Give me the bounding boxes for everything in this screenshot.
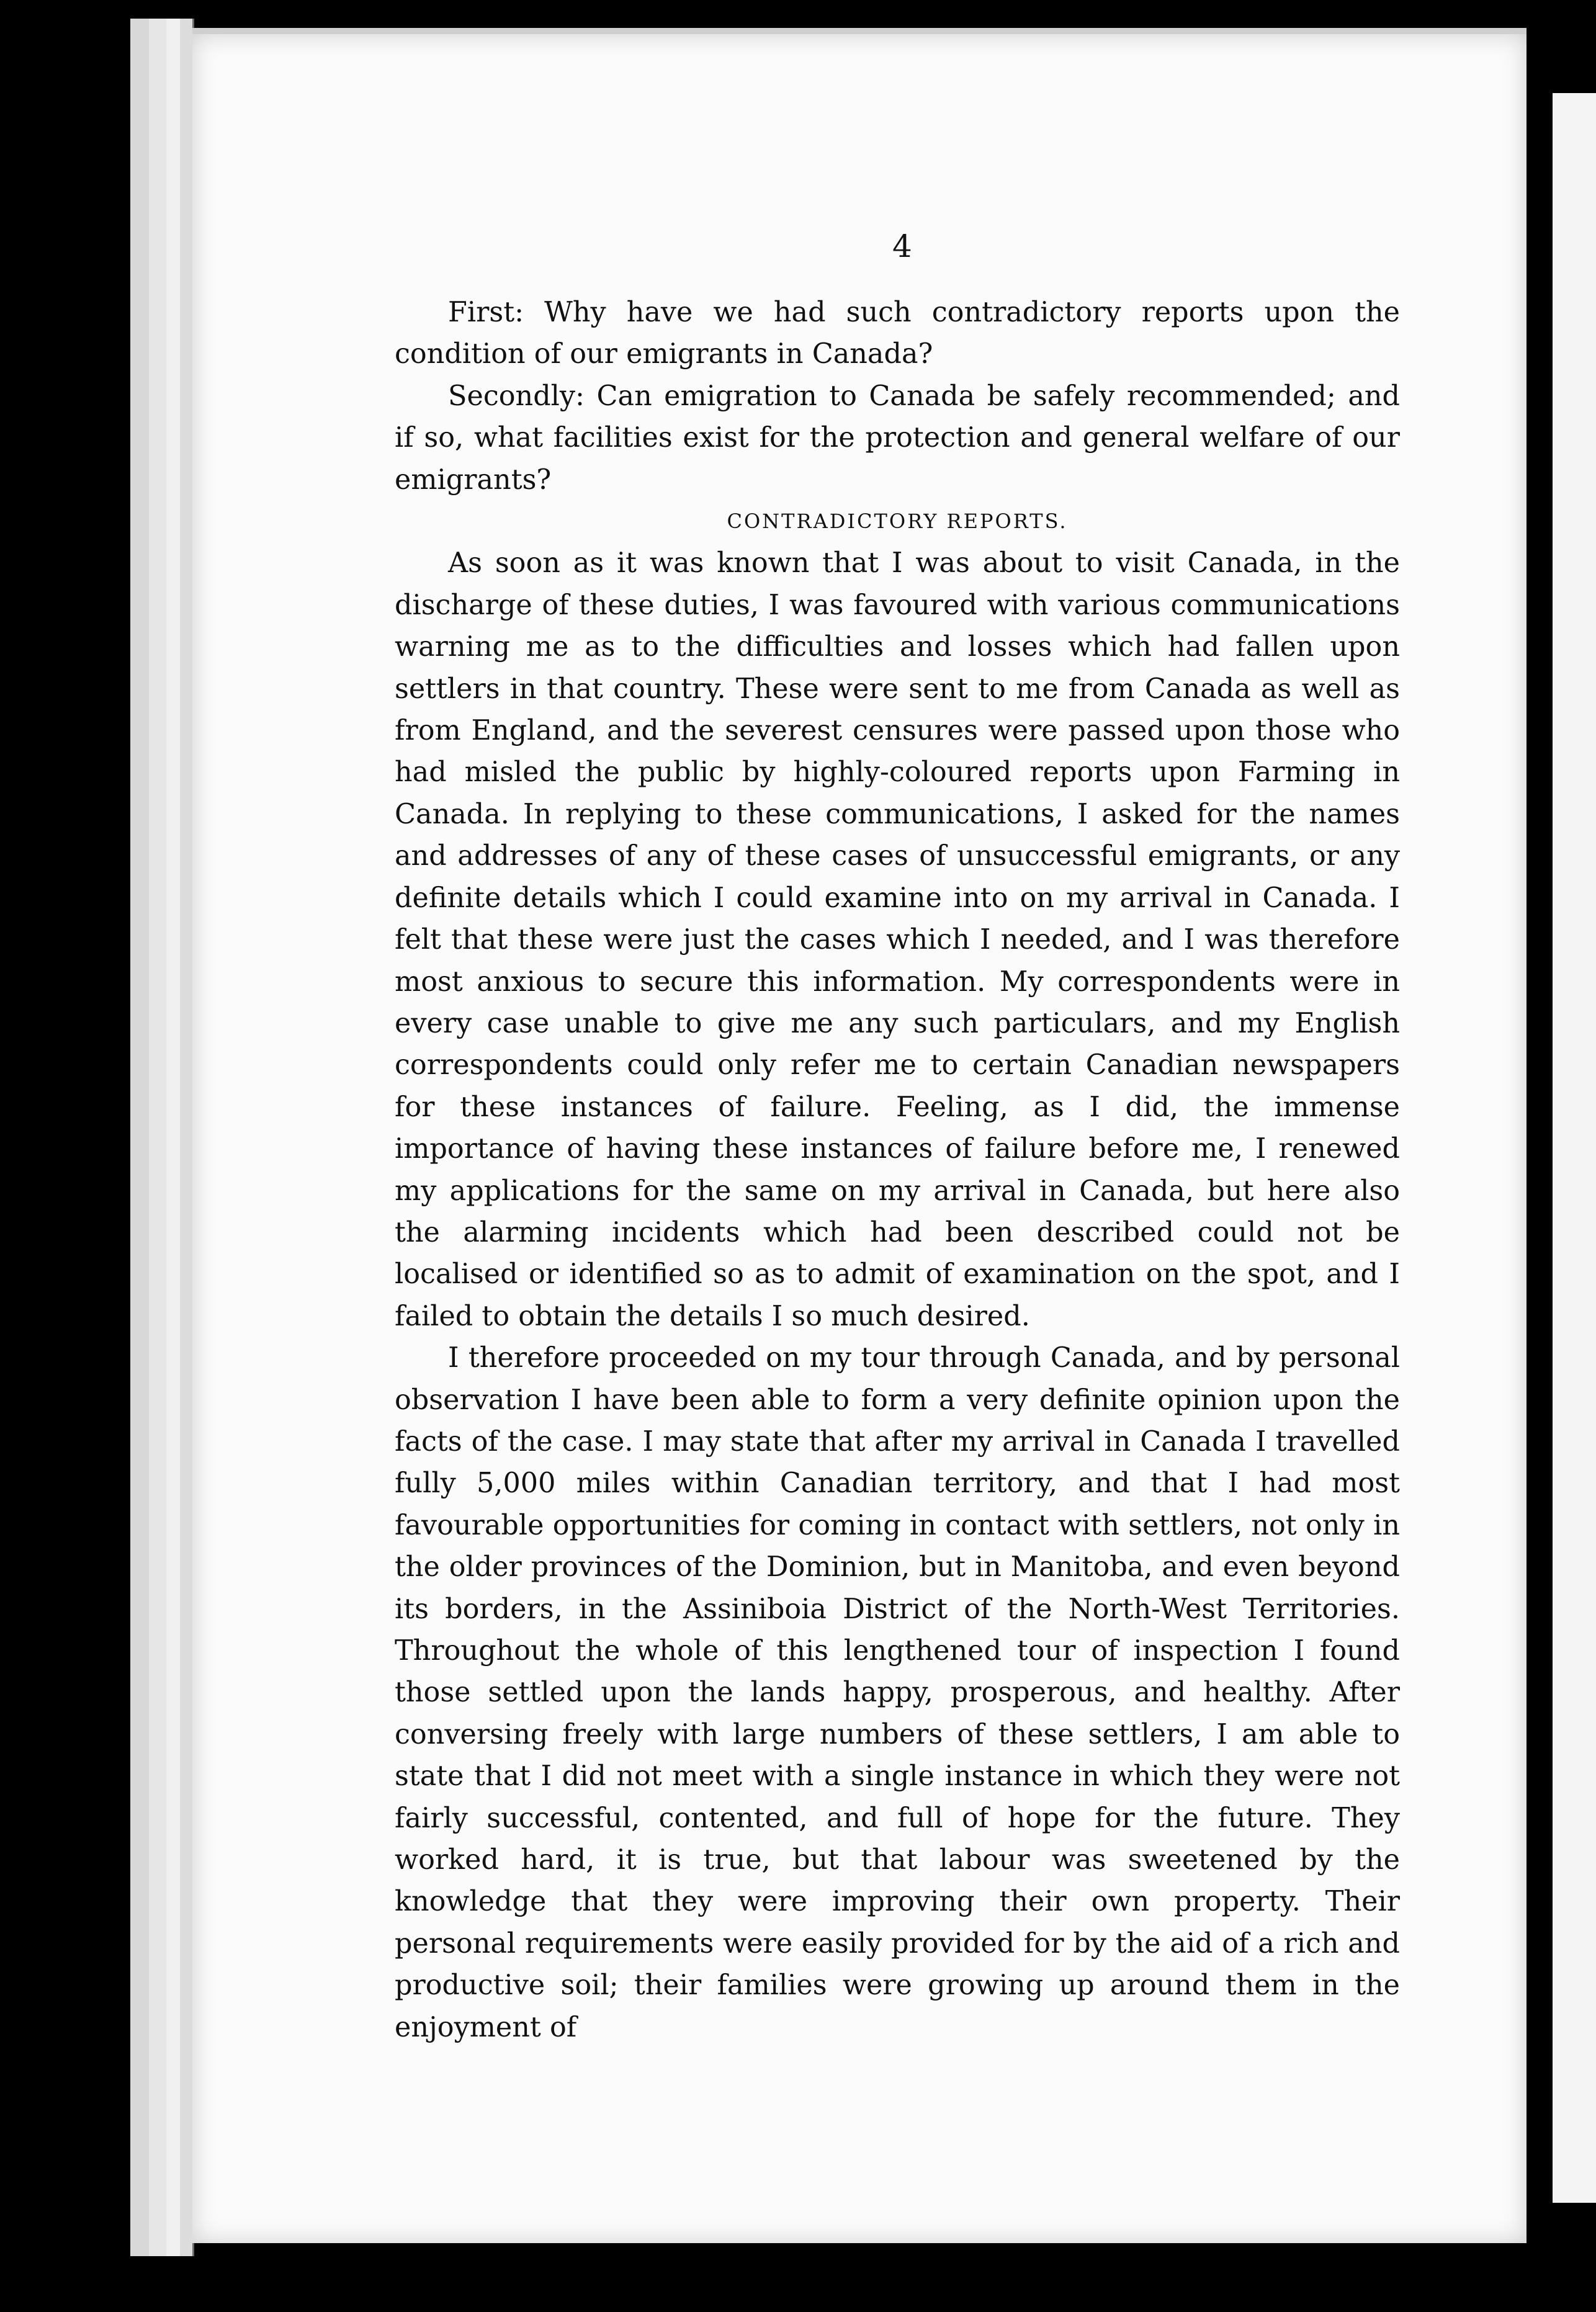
page-stack-edge [130,19,151,2256]
paragraph-tour-observations: I therefore proceeded on my tour through Canada, and by personal observation I have been able to form a very definite opinion upon the facts of the case. I may state that after my arrival in Canada I travelled fully 5,000 miles within Canadian territory, and that I had most favourable opportunities for coming in contact with settlers, not only in the older provinces of the Dominion, but in Manitoba, and even beyond its borders, in the Assiniboia District of the North-West Territories. Throughout the whole of this lengthened tour of inspection I found those settled upon the lands happy, prosperous, and healthy. After conversing freely with large numbers of these settlers, I am able to state that I did not meet with a single instance in which they were not fairly successful, contented, and full of hope for the future. They worked hard, it is true, but that labour was sweetened by the knowledge that they were improving their own property. Their personal requirements were easily provided for by the aid of a rich and productive soil; their families were growing up around them in the enjoyment of [395,1342,1400,2043]
section-heading: CONTRADICTORY REPORTS. [727,509,1068,534]
page-body [395,292,1400,2048]
facing-page-edge [1553,93,1596,2203]
paragraph-contradictory-reports: As soon as it was known that I was about to visit Canada, in the discharge of these duties, I was favoured with various communications warning me as to the difficulties and losses which had fallen upon settlers in that country. These were sent to me from Canada as well as from England, and the severest censures were passed upon those who had misled the public by highly-coloured reports upon Farming in Canada. In replying to these communications, I asked for the names and addresses of any of these cases of unsuccessful emigrants, or any definite details which I could examine into on my arrival in Canada. I felt that these were just the cases which I needed, and I was therefore most anxious to secure this information. My correspondents were in every case unable to give me any such particulars, and my English correspondents could only refer me to certain Canadian newspapers for these instances of failure. Feeling, as I did, the immense importance of having these instances of failure before me, I renewed my applications for the same on my arrival in Canada, but here also the alarming incidents which had been described could not be localised or identified so as to admit of examination on the spot, and I failed to obtain the details I so much desired. [395,547,1400,1332]
page-number: 4 [892,228,912,264]
page-stack-edge [149,19,168,2256]
paragraph-second-question: Secondly: Can emigration to Canada be safely recommended; and if so, what facilities exist for the protection and general welfare of our emigrants? [395,380,1400,496]
paragraph-first-question: First: Why have we had such contradictory reports upon the condition of our emigrants in Canada? [395,297,1400,370]
